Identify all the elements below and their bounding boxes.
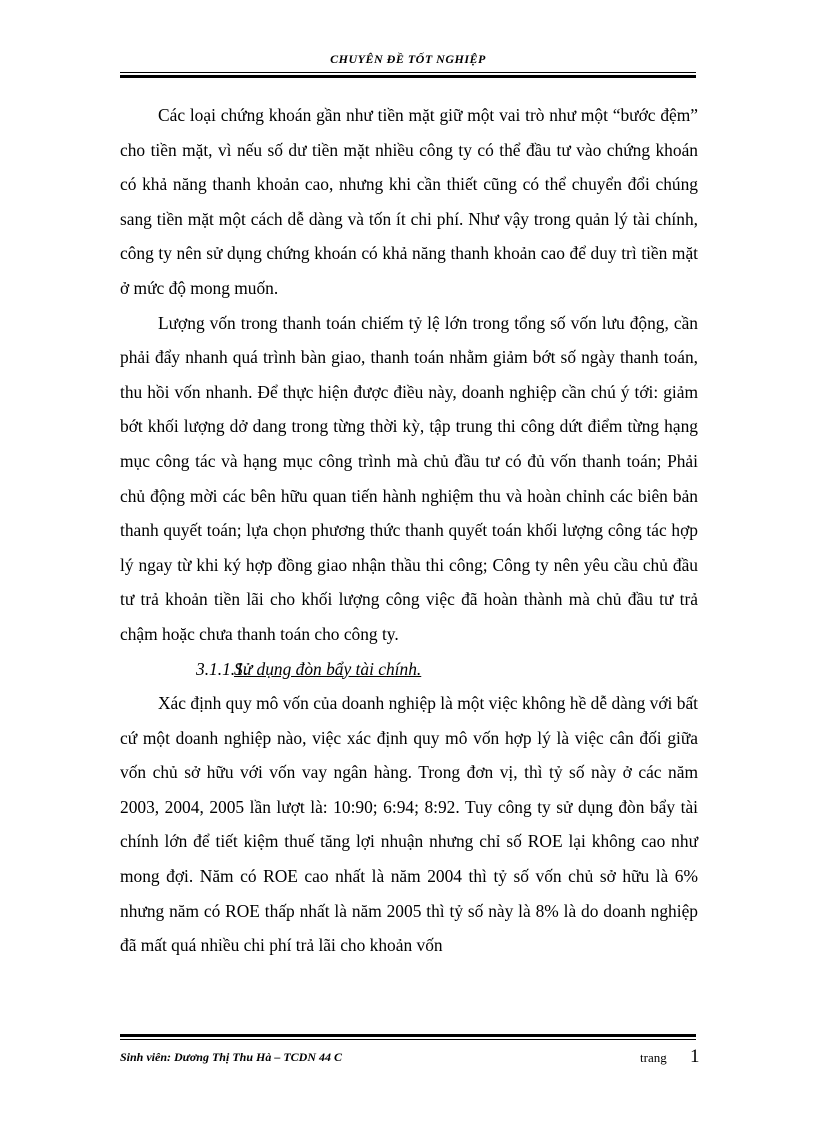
- body-text: [120, 98, 698, 963]
- section-number: 3.1.1.1.: [196, 658, 249, 679]
- paragraph-chung-khoan: Các loại chứng khoán gần như tiền mặt giữ một vai trò như một “bước đệm” cho tiền mặt, vì nếu số dư tiền mặt nhiều công ty có thể đầu tư vào chứng khoán có khả năng thanh khoản cao, nhưng khi cần thiết cũng có thể chuyển đổi chúng sang tiền mặt một cách dễ dàng và tốn ít chi phí. Như vậy trong quản lý tài chính, công ty nên sử dụng chứng khoán có khả năng thanh khoản cao để duy trì tiền mặt ở mức độ mong muốn.: [120, 105, 698, 298]
- paragraph-von-thanh-toan: Lượng vốn trong thanh toán chiếm tỷ lệ lớn trong tổng số vốn lưu động, cần phải đẩy nhanh quá trình bàn giao, thanh toán nhằm giảm bớt số ngày thanh toán, thu hồi vốn nhanh. Để thực hiện được điều này, doanh nghiệp cần chú ý tới: giảm bớt khối lượng dở dang trong từng thời kỳ, tập trung thi công dứt điểm từng hạng mục công tác và hạng mục công trình mà chủ đầu tư có đủ vốn thanh toán; Phải chủ động mời các bên hữu quan tiến hành nghiệm thu và hoàn chỉnh các biên bản thanh quyết toán; lựa chọn phương thức thanh quyết toán khối lượng công tác hợp lý ngay từ khi ký hợp đồng giao nhận thầu thi công; Công ty nên yêu cầu chủ đầu tư trả khoản tiền lãi cho khối lượng công việc đã hoàn thành mà chủ đầu tư trả chậm hoặc chưa thanh toán cho công ty.: [120, 312, 698, 644]
- footer-rule-thick: [120, 1034, 696, 1037]
- footer-page-label: trang: [640, 1050, 667, 1065]
- header-rule-thin: [120, 72, 696, 73]
- paragraph-quy-mo-von: Xác định quy mô vốn của doanh nghiệp là một việc không hề dễ dàng với bất cứ một doanh nghiệp nào, việc xác định quy mô vốn hợp lý là việc cân đối giữa vốn chủ sở hữu với vốn vay ngân hàng. Trong đơn vị, thì tỷ số này ở các năm 2003, 2004, 2005 lần lượt là: 10:90; 6:94; 8:92. Tuy công ty sử dụng đòn bẩy tài chính lớn để tiết kiệm thuế tăng lợi nhuận nhưng chỉ số ROE lại không cao như mong đợi. Năm có ROE cao nhất là năm 2004 thì tỷ số vốn chủ sở hữu là 6% nhưng năm có ROE thấp nhất là năm 2005 thì tỷ số này là 8% là do doanh nghiệp đã mất quá nhiều chi phí trả lãi cho khoản vốn: [120, 693, 698, 956]
- footer-author: Sinh viên: Dương Thị Thu Hà – TCDN 44 C: [120, 1050, 342, 1064]
- section-heading: [120, 652, 698, 687]
- footer-rule-thin: [120, 1039, 696, 1040]
- footer-page-number: 1: [690, 1046, 700, 1067]
- page-header-title: CHUYÊN ĐỀ TỐT NGHIỆP: [330, 52, 486, 66]
- header-rule-thick: [120, 75, 696, 78]
- section-title: Sử dụng đòn bẩy tài chính.: [234, 658, 422, 679]
